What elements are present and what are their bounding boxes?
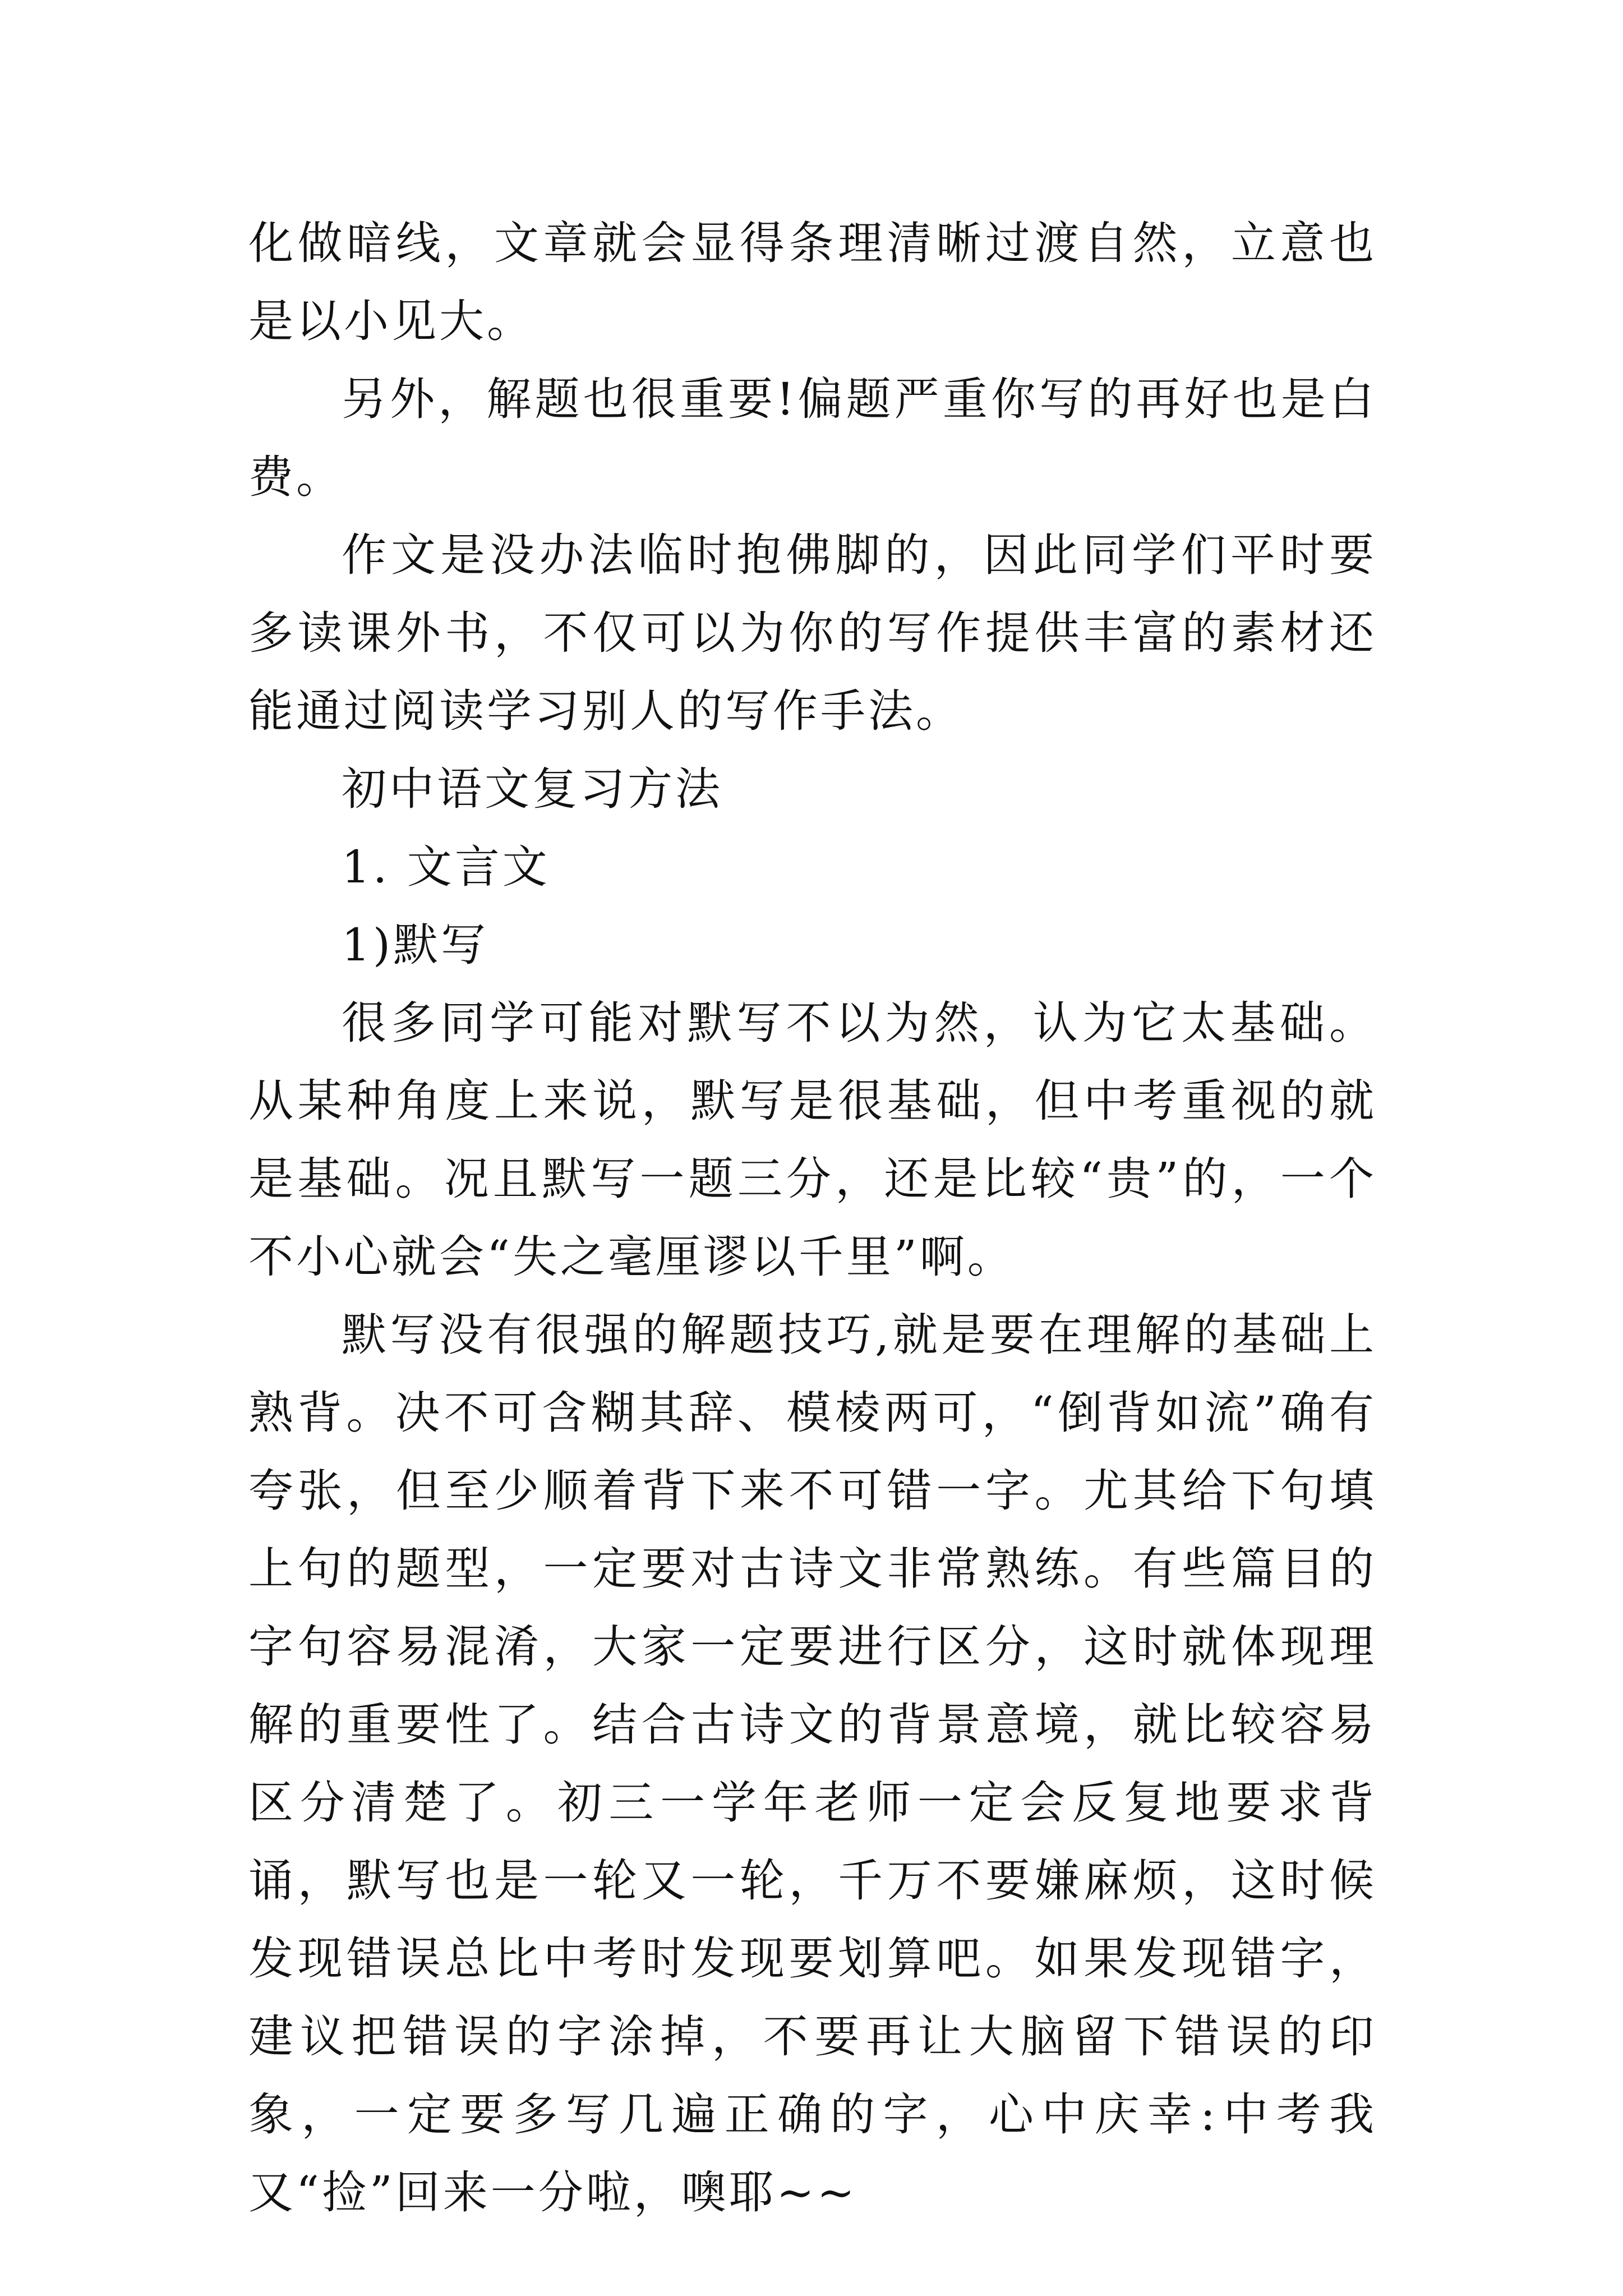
paragraph-reading-advice: 作文是没办法临时抱佛脚的，因此同学们平时要多读课外书，不仅可以为你的写作提供丰富的素材还能通过阅读学习别人的写作手法。: [248, 529, 1377, 737]
document-body: [248, 204, 1377, 2231]
paragraph-dictation-importance: 很多同学可能对默写不以为然，认为它太基础。从某种角度上来说，默写是很基础，但中考重视的就是基础。况且默写一题三分，还是比较“贵”的，一个不小心就会“失之毫厘谬以千里”啊。: [248, 997, 1377, 1283]
sub-subsection-heading: 1)默写: [342, 919, 489, 971]
subsection-heading: 1. 文言文: [342, 841, 550, 893]
paragraph-topic-interpretation: 另外，解题也很重要!偏题严重你写的再好也是白费。: [248, 373, 1377, 503]
paragraph-dictation-method: 默写没有很强的解题技巧,就是要在理解的基础上熟背。决不可含糊其辞、模棱两可，“倒背如流”确有夸张，但至少顺着背下来不可错一字。尤其给下句填上句的题型，一定要对古诗文非常熟练。有些篇目的字句容易混淆，大家一定要进行区分，这时就体现理解的重要性了。结合古诗文的背景意境，就比较容易区分清楚了。初三一学年老师一定会反复地要求背诵，默写也是一轮又一轮，千万不要嫌麻烦，这时候发现错误总比中考时发现要划算吧。如果发现错字，建议把错误的字涂掉，不要再让大脑留下错误的印象，一定要多写几遍正确的字，心中庆幸:中考我又“捡”回来一分啦，噢耶~~: [248, 1309, 1377, 2219]
paragraph-continuation: 化做暗线，文章就会显得条理清晰过渡自然，立意也是以小见大。: [248, 217, 1377, 347]
section-heading: 初中语文复习方法: [342, 763, 723, 815]
